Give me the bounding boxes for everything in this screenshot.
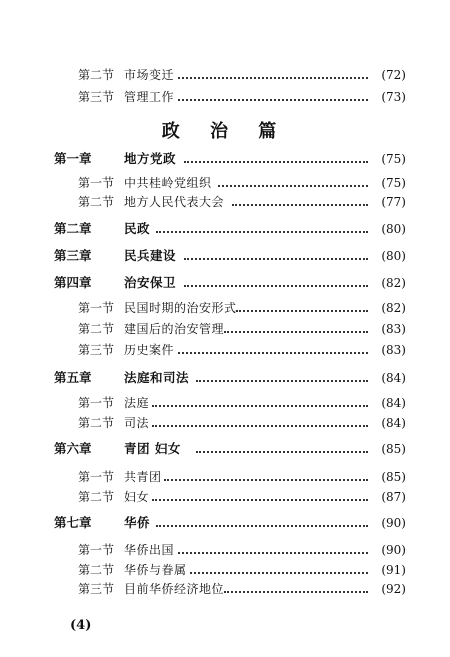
- toc-chapter-row[interactable]: [0, 150, 450, 168]
- page-number: (84): [381, 416, 406, 430]
- section-label: 第三节: [78, 343, 115, 357]
- section-title: 建国后的治安管理: [124, 322, 225, 336]
- dot-leader: [178, 352, 368, 354]
- dot-leader: [184, 258, 368, 260]
- section-title: 地方人民代表大会: [124, 195, 225, 209]
- dot-leader: [236, 310, 368, 312]
- dot-leader: [156, 231, 368, 233]
- section-title: 历史案件: [124, 343, 175, 357]
- page-number: (85): [381, 470, 406, 484]
- toc-section-row[interactable]: [0, 414, 450, 432]
- section-label: 第一节: [78, 176, 115, 190]
- toc-section-row[interactable]: [0, 88, 450, 106]
- section-title: 华侨与眷属: [124, 563, 187, 577]
- page-number: (72): [381, 68, 406, 82]
- toc-section-row[interactable]: [0, 299, 450, 317]
- dot-leader: [218, 185, 368, 187]
- dot-leader: [190, 572, 368, 574]
- toc-section-row[interactable]: [0, 66, 450, 84]
- section-title: 中共桂岭党组织: [124, 176, 212, 190]
- chapter-label: 第七章: [54, 515, 92, 530]
- dot-leader: [184, 285, 368, 287]
- chapter-title: 青团 妇女: [124, 441, 181, 456]
- page-number: (73): [381, 90, 406, 104]
- section-title: 管理工作: [124, 90, 175, 104]
- chapter-label: 第五章: [54, 370, 92, 385]
- chapter-title: 华侨: [124, 515, 151, 530]
- toc-chapter-row[interactable]: [0, 440, 450, 458]
- page-number: (77): [381, 195, 406, 209]
- page-number: (83): [381, 322, 406, 336]
- toc-section-row[interactable]: [0, 174, 450, 192]
- chapter-title: 民兵建设: [124, 248, 177, 263]
- dot-leader: [178, 77, 368, 79]
- dot-leader: [196, 451, 368, 453]
- toc-section-row[interactable]: [0, 488, 450, 506]
- toc-section-row[interactable]: [0, 541, 450, 559]
- section-label: 第二节: [78, 68, 115, 82]
- chapter-label: 第六章: [54, 441, 92, 456]
- section-label: 第一节: [78, 470, 115, 484]
- toc-section-row[interactable]: [0, 468, 450, 486]
- dot-leader: [152, 499, 368, 501]
- dot-leader: [178, 552, 368, 554]
- dot-leader: [164, 479, 368, 481]
- page-number: (82): [381, 301, 406, 315]
- section-title: 司法: [124, 416, 150, 430]
- section-title: 法庭: [124, 396, 150, 410]
- section-title: 目前华侨经济地位: [124, 582, 225, 596]
- toc-chapter-row[interactable]: [0, 369, 450, 387]
- dot-leader: [224, 331, 368, 333]
- section-label: 第一节: [78, 301, 115, 315]
- page-number: (80): [381, 249, 406, 263]
- toc-chapter-row[interactable]: [0, 220, 450, 238]
- page-number: (75): [381, 152, 406, 166]
- page-number: (84): [381, 396, 406, 410]
- toc-section-row[interactable]: [0, 341, 450, 359]
- page-number: (91): [381, 563, 406, 577]
- dot-leader: [156, 525, 368, 527]
- dot-leader: [152, 425, 368, 427]
- page-number: (75): [381, 176, 406, 190]
- section-title: 市场变迁: [124, 68, 175, 82]
- toc-section-row[interactable]: [0, 193, 450, 211]
- section-label: 第三节: [78, 90, 115, 104]
- page-number: (82): [381, 276, 406, 290]
- chapter-title: 民政: [124, 221, 151, 236]
- chapter-label: 第一章: [54, 151, 92, 166]
- toc-chapter-row[interactable]: [0, 247, 450, 265]
- page-number: (80): [381, 222, 406, 236]
- toc-section-row[interactable]: [0, 580, 450, 598]
- toc-section-row[interactable]: [0, 561, 450, 579]
- page-number: (83): [381, 343, 406, 357]
- dot-leader: [152, 405, 368, 407]
- part-heading: 政 治 篇: [161, 121, 289, 142]
- section-label: 第三节: [78, 582, 115, 596]
- section-label: 第二节: [78, 416, 115, 430]
- section-title: 民国时期的治安形式: [124, 301, 237, 315]
- chapter-label: 第四章: [54, 275, 92, 290]
- page-number: (92): [381, 582, 406, 596]
- toc-chapter-row[interactable]: [0, 274, 450, 292]
- section-label: 第二节: [78, 490, 115, 504]
- chapter-label: 第二章: [54, 221, 92, 236]
- section-label: 第一节: [78, 543, 115, 557]
- dot-leader: [224, 591, 368, 593]
- page-number: (87): [381, 490, 406, 504]
- section-title: 妇女: [124, 490, 150, 504]
- chapter-title: 治安保卫: [124, 275, 177, 290]
- page-number: (90): [381, 516, 406, 530]
- section-label: 第二节: [78, 563, 115, 577]
- toc-section-row[interactable]: [0, 394, 450, 412]
- chapter-title: 地方党政: [124, 151, 177, 166]
- section-label: 第二节: [78, 322, 115, 336]
- toc-section-row[interactable]: [0, 320, 450, 338]
- dot-leader: [184, 161, 368, 163]
- section-label: 第二节: [78, 195, 115, 209]
- dot-leader: [232, 204, 368, 206]
- dot-leader: [196, 380, 368, 382]
- page-number: (90): [381, 543, 406, 557]
- page-number: (85): [381, 442, 406, 456]
- dot-leader: [178, 99, 368, 101]
- section-title: 共青团: [124, 470, 162, 484]
- chapter-title: 法庭和司法: [124, 370, 190, 385]
- page-footer-number: (4): [70, 618, 92, 633]
- section-title: 华侨出国: [124, 543, 175, 557]
- toc-chapter-row[interactable]: [0, 514, 450, 532]
- chapter-label: 第三章: [54, 248, 92, 263]
- section-label: 第一节: [78, 396, 115, 410]
- page-number: (84): [381, 371, 406, 385]
